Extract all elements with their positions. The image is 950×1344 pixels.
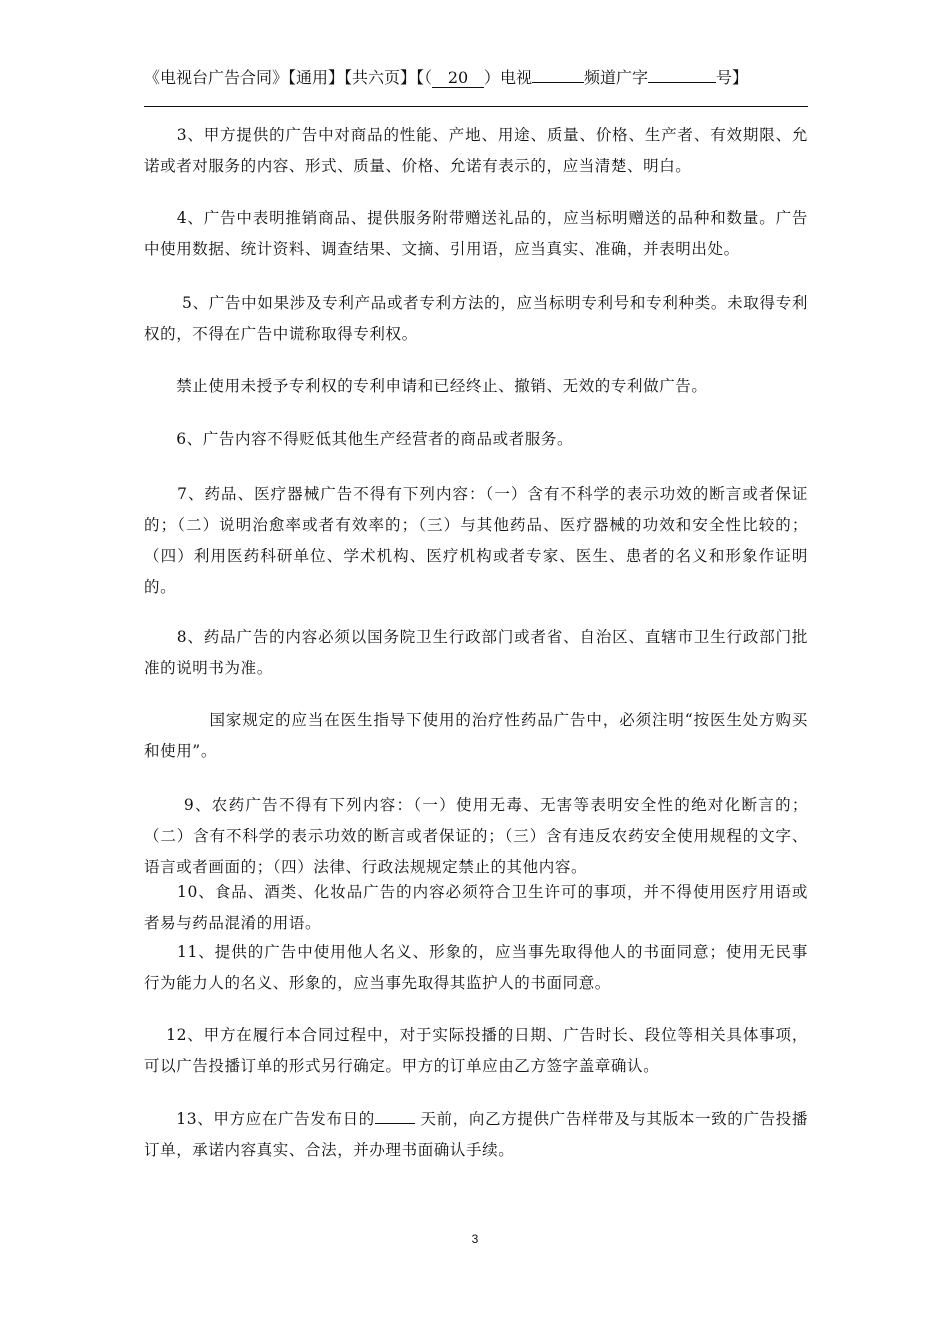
- clause-7: 7、药品、医疗器械广告不得有下列内容：（一）含有不科学的表示功效的断言或者保证的；（二）说明治愈率或者有效率的；（三）与其他药品、医疗器械的功效和安全性比较的；（四）利用医药科研单位、学术机构、医疗机构或者专家、医生、患者的名义和形象作证明的。: [144, 485, 809, 596]
- page-header: [144, 66, 808, 90]
- clause-5-note: 禁止使用未授予专利权的专利申请和已经终止、撤销、无效的专利做广告。: [176, 377, 708, 395]
- page-number: 3: [471, 1232, 479, 1246]
- header-suffix: 号】: [716, 68, 749, 87]
- clause-11: 11、提供的广告中使用他人名义、形象的，应当事先取得他人的书面同意；使用无民事行为能力人的名义、形象的，应当事先取得其监护人的书面同意。: [144, 943, 808, 992]
- header-year: 20: [447, 68, 469, 87]
- clause-10: 10、食品、酒类、化妆品广告的内容必须符合卫生许可的事项，并不得使用医疗用语或者易与药品混淆的用语。: [144, 883, 808, 932]
- clause-9: 9、农药广告不得有下列内容：（一）使用无毒、无害等表明安全性的绝对化断言的；（二）含有不科学的表示功效的断言或者保证的；（三）含有违反农药安全使用规程的文字、语言或者画面的；（四）法律、行政法规规定禁止的其他内容。: [144, 796, 808, 876]
- days-blank: [375, 1105, 415, 1124]
- header-tv-blank: [532, 82, 584, 83]
- clause-8: 8、药品广告的内容必须以国务院卫生行政部门或者省、自治区、直辖市卫生行政部门批准的说明书为准。: [144, 628, 809, 677]
- header-title: 《电视台广告合同》【通用】【共六页】【（: [144, 68, 433, 87]
- header-year-blank: [432, 69, 484, 88]
- clause-3: 3、甲方提供的广告中对商品的性能、产地、用途、质量、价格、生产者、有效期限、允诺或者对服务的内容、形式、质量、价格、允诺有表示的，应当清楚、明白。: [144, 126, 809, 175]
- header-tv-label: ）电视: [484, 68, 533, 87]
- clause-5: 5、广告中如果涉及专利产品或者专利方法的，应当标明专利号和专利种类。未取得专利权的，不得在广告中谎称取得专利权。: [144, 294, 809, 343]
- clause-13: 13、甲方应在广告发布日的 天前，向乙方提供广告样带及与其版本一致的广告投播订单，承诺内容真实、合法，并办理书面确认手续。: [144, 1104, 808, 1166]
- header-divider: [144, 106, 808, 107]
- clause-6: 6、广告内容不得贬低其他生产经营者的商品或者服务。: [176, 430, 574, 448]
- clause-4: 4、广告中表明推销商品、提供服务附带赠送礼品的，应当标明赠送的品种和数量。广告中使用数据、统计资料、调查结果、文摘、引用语，应当真实、准确，并表明出处。: [144, 209, 809, 258]
- clause-8-note: 国家规定的应当在医生指导下使用的治疗性药品广告中，必须注明“按医生处方购买和使用”。: [144, 711, 808, 760]
- clause-12: 12、甲方在履行本合同过程中，对于实际投播的日期、广告时长、段位等相关具体事项，可以广告投播订单的形式另行确定。甲方的订单应由乙方签字盖章确认。: [144, 1026, 808, 1075]
- header-number-blank: [648, 82, 716, 83]
- header-channel-label: 频道广字: [584, 68, 649, 87]
